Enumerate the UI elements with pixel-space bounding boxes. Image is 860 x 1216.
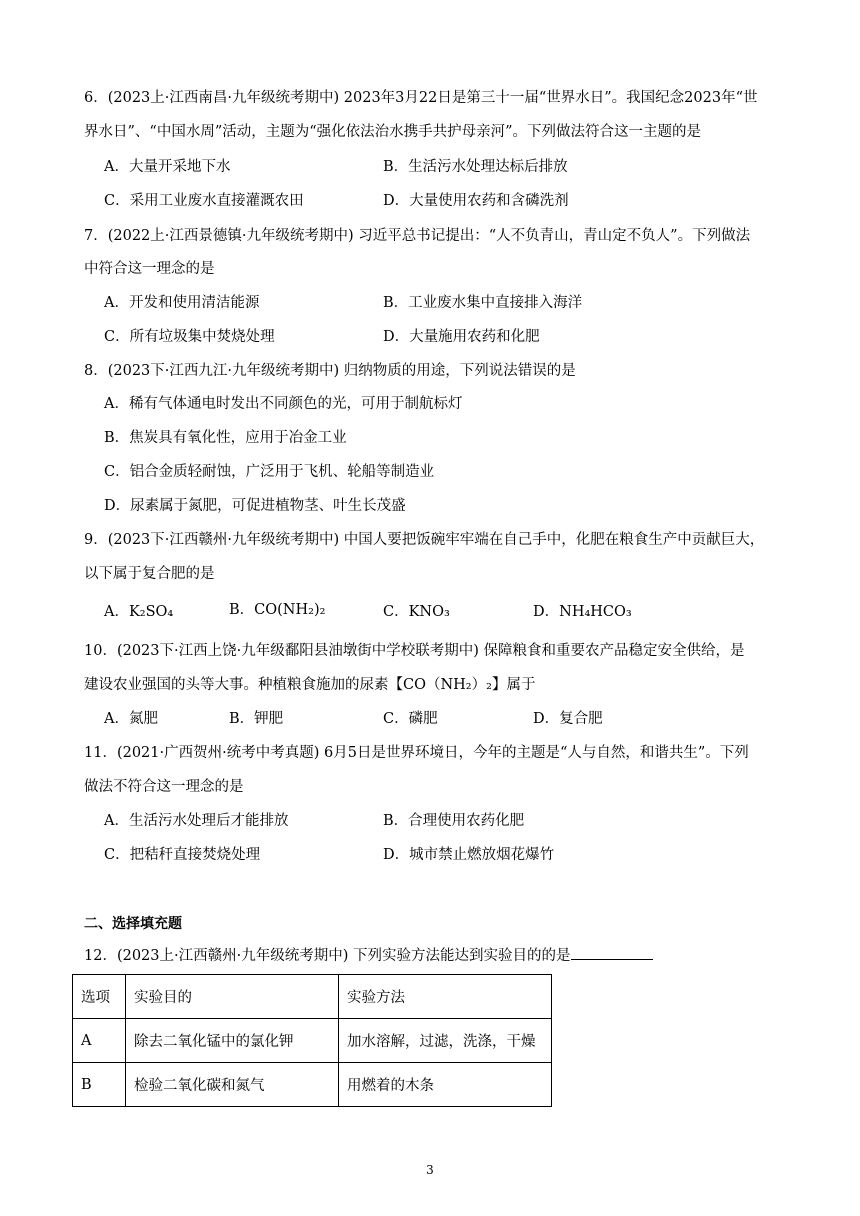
table-cell: 用燃着的木条: [339, 1063, 552, 1107]
question-6-option-b: B．生活污水处理达标后排放: [383, 159, 568, 175]
question-11-line-2: 做法不符合这一理念的是: [84, 779, 244, 795]
question-11-option-d: D．城市禁止燃放烟花爆竹: [383, 847, 555, 863]
question-7-option-b: B．工业废水集中直接排入海洋: [383, 295, 583, 311]
table-header-cell: 实验目的: [126, 975, 339, 1019]
question-9-option-b: B．CO(NH₂)₂: [229, 602, 326, 618]
question-8-option-d: D．尿素属于氮肥，可促进植物茎、叶生长茂盛: [104, 498, 406, 514]
question-7-option-c: C．所有垃圾集中焚烧处理: [104, 329, 275, 345]
answer-blank[interactable]: [571, 945, 653, 960]
question-6-line-1: 6．(2023上·江西南昌·九年级统考期中) 2023年3月22日是第三十一届“世界水日”。我国纪念2023年“世: [84, 90, 758, 106]
question-10-option-b: B．钾肥: [229, 711, 284, 727]
question-10-line-2: 建设农业强国的头等大事。种植粮食施加的尿素【CO（NH₂）₂】属于: [84, 677, 536, 693]
table-cell: 检验二氧化碳和氮气: [126, 1063, 339, 1107]
table-header-cell: 选项: [73, 975, 126, 1019]
question-6-option-c: C．采用工业废水直接灌溉农田: [104, 193, 304, 209]
table-row: [73, 1063, 552, 1107]
question-9-line-1: 9．(2023下·江西赣州·九年级统考期中) 中国人要把饭碗牢牢端在自己手中，化肥在粮食生产中贡献巨大，: [84, 532, 765, 548]
question-11-option-b: B．合理使用农药化肥: [383, 813, 525, 829]
question-11-option-a: A．生活污水处理后才能排放: [104, 813, 289, 829]
question-7-option-a: A．开发和使用清洁能源: [104, 295, 260, 311]
question-6-line-2: 界水日”、“中国水周”活动，主题为“强化依法治水携手共护母亲河”。下列做法符合这一主题的是: [84, 124, 702, 140]
question-9-option-a: A．K₂SO₄: [104, 604, 174, 620]
question-10-option-c: C．磷肥: [383, 711, 438, 727]
question-8-line-1: 8．(2023下·江西九江·九年级统考期中) 归纳物质的用途，下列说法错误的是: [84, 363, 576, 379]
question-11-option-c: C．把秸秆直接焚烧处理: [104, 847, 261, 863]
question-10-option-a: A．氮肥: [104, 711, 158, 727]
question-9-option-d: D．NH₄HCO₃: [533, 604, 632, 620]
question-9-option-c: C．KNO₃: [383, 604, 450, 620]
table-cell: 除去二氧化锰中的氯化钾: [126, 1019, 339, 1063]
table-cell: 加水溶解，过滤，洗涤，干燥: [339, 1019, 552, 1063]
question-9-line-2: 以下属于复合肥的是: [84, 566, 215, 582]
section-title: 二、选择填充题: [84, 916, 182, 932]
question-8-option-a: A．稀有气体通电时发出不同颜色的光，可用于制航标灯: [104, 396, 463, 412]
question-8-option-c: C．铝合金质轻耐蚀，广泛用于飞机、轮船等制造业: [104, 464, 435, 480]
question-12-table: [72, 974, 552, 1107]
question-7-line-2: 中符合这一理念的是: [84, 261, 215, 277]
question-10-option-d: D．复合肥: [533, 711, 603, 727]
question-7-line-1: 7．(2022上·江西景德镇·九年级统考期中) 习近平总书记提出：“人不负青山，青山定不负人”。下列做法: [84, 228, 751, 244]
question-12-stem: 12．(2023上·江西赣州·九年级统考期中) 下列实验方法能达到实验目的的是: [84, 948, 571, 964]
table-header-row: [73, 975, 552, 1019]
question-6-option-d: D．大量使用农药和含磷洗剂: [383, 193, 569, 209]
table-header-cell: 实验方法: [339, 975, 552, 1019]
page-number: 3: [426, 1163, 434, 1177]
question-11-line-1: 11．(2021·广西贺州·统考中考真题) 6月5日是世界环境日，今年的主题是“人与自然，和谐共生”。下列: [84, 745, 749, 761]
question-6-option-a: A．大量开采地下水: [104, 159, 231, 175]
table-cell: B: [73, 1063, 126, 1107]
table-cell: A: [73, 1019, 126, 1063]
question-10-line-1: 10．(2023下·江西上饶·九年级鄱阳县油墩街中学校联考期中) 保障粮食和重要农产品稳定安全供给，是: [84, 643, 745, 659]
question-7-option-d: D．大量施用农药和化肥: [383, 329, 540, 345]
table-row: [73, 1019, 552, 1063]
question-8-option-b: B．焦炭具有氧化性，应用于冶金工业: [104, 430, 347, 446]
question-12-text: [84, 945, 653, 966]
